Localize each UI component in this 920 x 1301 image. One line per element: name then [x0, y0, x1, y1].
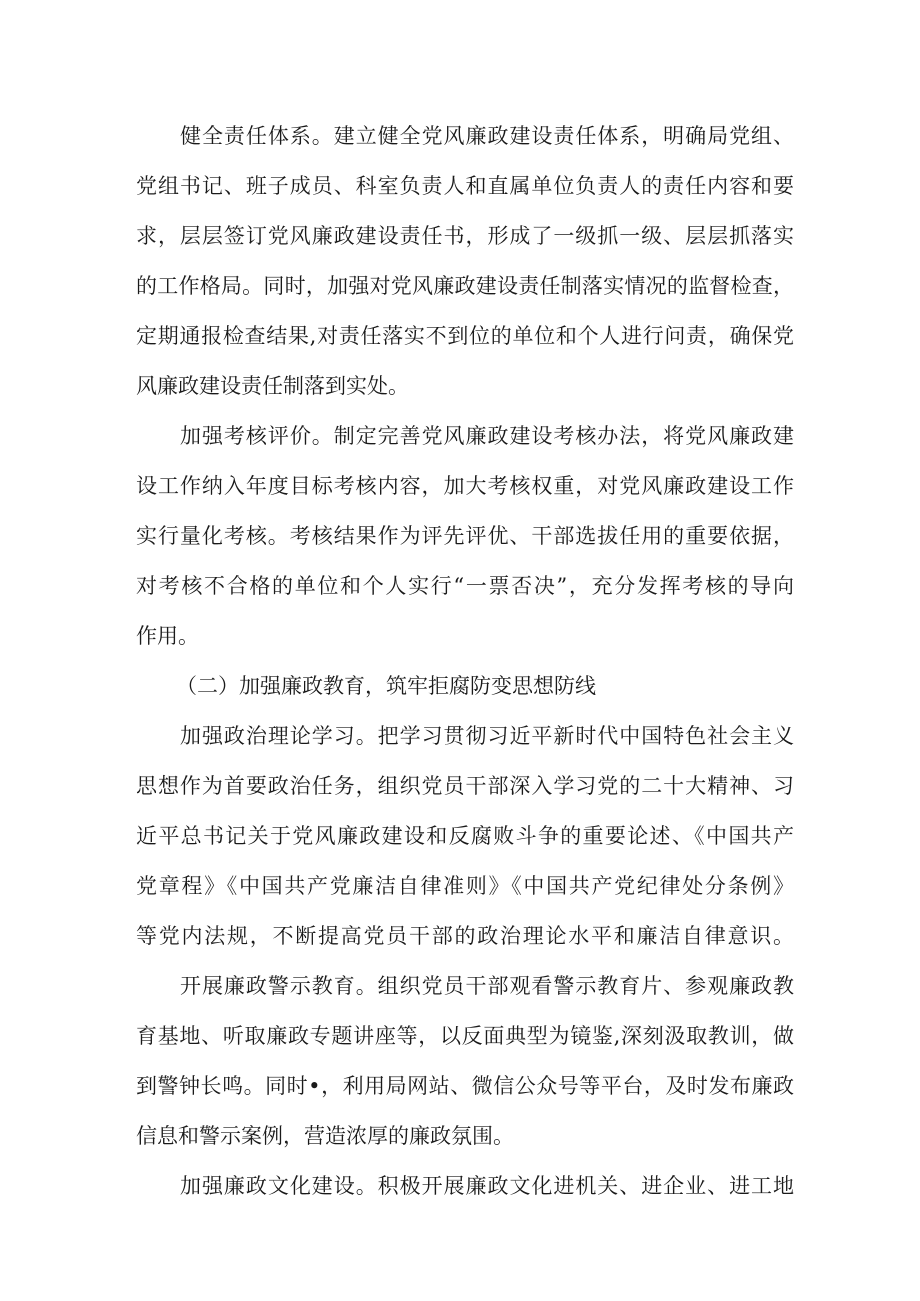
paragraph-line: 的工作格局。同时，加强对党风廉政建设责任制落实情况的监督检查， — [136, 274, 794, 298]
paragraph-line: 加强考核评价。制定完善党风廉政建设考核办法，将党风廉政建 — [180, 424, 794, 448]
paragraph-line: 对考核不合格的单位和个人实行“一票否决”，充分发挥考核的导向 — [136, 574, 794, 598]
paragraph-line: 加强廉政文化建设。积极开展廉政文化进机关、进企业、进工地 — [180, 1174, 794, 1198]
paragraph-line: 到警钟长鸣。同时•，利用局网站、微信公众号等平台，及时发布廉政 — [136, 1074, 794, 1098]
paragraph-line: 开展廉政警示教育。组织党员干部观看警示教育片、参观廉政教 — [180, 974, 794, 998]
paragraph-line: 信息和警示案例，营造浓厚的廉政氛围。 — [136, 1124, 514, 1148]
paragraph-line: 近平总书记关于党风廉政建设和反腐败斗争的重要论述、《中国共产 — [136, 824, 794, 848]
paragraph-line: 风廉政建设责任制落到实处。 — [136, 374, 409, 398]
paragraph-line: 育基地、听取廉政专题讲座等，以反面典型为镜鉴,深刻汲取教训，做 — [136, 1024, 794, 1048]
paragraph-line: 定期通报检查结果,对责任落实不到位的单位和个人进行问责，确保党 — [136, 324, 794, 348]
paragraph-line: 求，层层签订党风廉政建设责任书，形成了一级抓一级、层层抓落实 — [136, 224, 794, 248]
paragraph-line: 实行量化考核。考核结果作为评先评优、干部选拔任用的重要依据， — [136, 524, 794, 548]
paragraph-line: 党章程》《中国共产党廉洁自律准则》《中国共产党纪律处分条例》 — [136, 874, 794, 898]
paragraph-line: 加强政治理论学习。把学习贯彻习近平新时代中国特色社会主义 — [180, 724, 794, 748]
paragraph-line: 设工作纳入年度目标考核内容，加大考核权重，对党风廉政建设工作 — [136, 474, 794, 498]
paragraph-line: 思想作为首要政治任务，组织党员干部深入学习党的二十大精神、习 — [136, 774, 794, 798]
paragraph-line: 党组书记、班子成员、科室负责人和直属单位负责人的责任内容和要 — [136, 174, 794, 198]
section-heading: （二）加强廉政教育，筑牢拒腐防变思想防线 — [176, 674, 596, 698]
paragraph-line: 等党内法规，不断提高党员干部的政治理论水平和廉洁自律意识。 — [136, 924, 794, 948]
paragraph-line: 作用。 — [136, 624, 199, 648]
paragraph-line: 健全责任体系。建立健全党风廉政建设责任体系，明确局党组、 — [180, 124, 794, 148]
